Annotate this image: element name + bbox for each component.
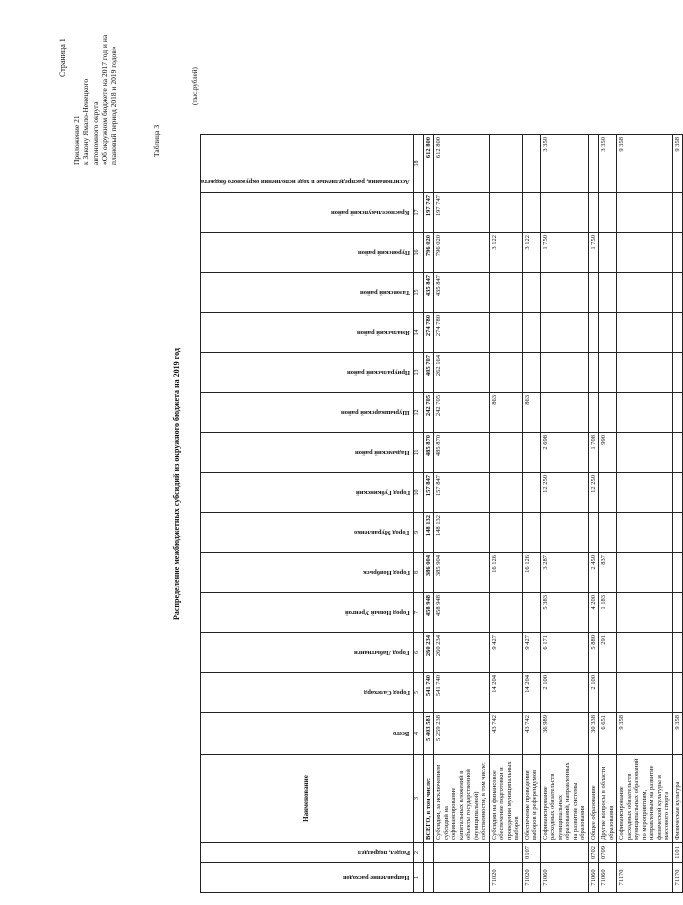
- amount-cell: 5 880: [588, 633, 599, 673]
- amount-cell: 14 204: [489, 673, 522, 713]
- column-number-row: [413, 135, 423, 893]
- appendix-line: плановый период 2018 и 2019 годов»: [109, 46, 119, 165]
- amount-cell: [599, 513, 617, 553]
- amount-cell: [599, 393, 617, 433]
- column-header-label: Шурышкарский район: [341, 409, 410, 417]
- column-header-label: Всего: [393, 730, 410, 738]
- amount-cell: 260 234: [434, 633, 490, 673]
- amount-cell: [489, 135, 522, 193]
- header-row: [201, 135, 414, 893]
- table-number: Таблица 3: [152, 124, 161, 157]
- item-name-cell: Субсидии на финансовое обеспечение подготовки и проведения муниципальных выборов: [489, 755, 522, 843]
- amount-cell: [599, 313, 617, 353]
- table-row: [489, 135, 522, 893]
- column-number: 14: [413, 313, 423, 353]
- amount-cell: [672, 513, 683, 553]
- amount-cell: 385 904: [434, 553, 490, 593]
- column-number: 1: [413, 863, 423, 893]
- amount-cell: [489, 273, 522, 313]
- amount-cell: [617, 593, 673, 633]
- section-code-cell: 0702: [588, 843, 599, 863]
- column-number: 17: [413, 193, 423, 233]
- unit-label: (тыс.рублей): [191, 67, 199, 105]
- amount-cell: 6 171: [540, 633, 588, 673]
- amount-cell: [540, 513, 588, 553]
- amount-cell: [522, 593, 540, 633]
- amount-cell: [489, 353, 522, 393]
- amount-cell: 796 020: [434, 233, 490, 273]
- amount-cell: 14 204: [522, 673, 540, 713]
- amount-cell: [522, 273, 540, 313]
- amount-cell: [522, 473, 540, 513]
- column-header-label: Город Новый Уренгой: [344, 609, 410, 617]
- amount-cell: 16 126: [522, 553, 540, 593]
- column-header-label: Раздел, подраздел: [357, 849, 410, 857]
- amount-cell: 3 350: [599, 135, 617, 193]
- table-row: [540, 135, 588, 893]
- subsidy-table: [200, 134, 683, 893]
- column-number: 13: [413, 353, 423, 393]
- amount-cell: [489, 433, 522, 473]
- column-header: [201, 393, 414, 433]
- amount-cell: [599, 193, 617, 233]
- column-header-label: Ассигнования, распределяемые в ходе исполнения окружного бюджета: [201, 178, 410, 186]
- amount-cell: [540, 353, 588, 393]
- column-number: 18: [413, 135, 423, 193]
- amount-cell: [672, 473, 683, 513]
- column-header: [201, 593, 414, 633]
- column-number: 8: [413, 553, 423, 593]
- amount-cell: 197 747: [423, 193, 434, 233]
- amount-cell: [599, 673, 617, 713]
- amount-cell: 3 350: [540, 135, 588, 193]
- amount-cell: [588, 393, 599, 433]
- amount-cell: [540, 393, 588, 433]
- amount-cell: 43 742: [522, 713, 540, 755]
- appendix-note: [72, 35, 118, 165]
- amount-cell: [522, 313, 540, 353]
- amount-cell: [617, 553, 673, 593]
- expense-code-cell: [423, 863, 434, 893]
- column-header: [201, 513, 414, 553]
- amount-cell: 837: [599, 553, 617, 593]
- column-number: 12: [413, 393, 423, 433]
- item-name-cell: Другие вопросы в области образования: [599, 755, 617, 843]
- amount-cell: 9 427: [522, 633, 540, 673]
- amount-cell: 2 450: [588, 553, 599, 593]
- column-header-label: Ямальский район: [356, 329, 410, 337]
- amount-cell: [489, 473, 522, 513]
- column-number: 2: [413, 843, 423, 863]
- amount-cell: [540, 273, 588, 313]
- item-name-cell: Физическая культура: [672, 755, 683, 843]
- column-header: [201, 313, 414, 353]
- column-header: [201, 433, 414, 473]
- amount-cell: [522, 433, 540, 473]
- amount-cell: 242 705: [423, 393, 434, 433]
- amount-cell: [617, 193, 673, 233]
- column-header: [201, 843, 414, 863]
- column-number: 4: [413, 713, 423, 755]
- amount-cell: 197 747: [434, 193, 490, 233]
- section-code-cell: [489, 843, 522, 863]
- column-header-label: Направление расходов: [343, 874, 410, 882]
- column-header: [201, 673, 414, 713]
- column-number: 10: [413, 473, 423, 513]
- column-header-label: Пуровский район: [357, 249, 410, 257]
- amount-cell: 2 100: [540, 673, 588, 713]
- expense-code-cell: 71020: [489, 863, 522, 893]
- table-row: [423, 135, 434, 893]
- expense-code-cell: 71060: [540, 863, 588, 893]
- appendix-line: «Об окружном бюджете на 2017 год и на: [99, 34, 109, 165]
- amount-cell: [617, 513, 673, 553]
- amount-cell: 435 847: [423, 273, 434, 313]
- amount-cell: 157 847: [434, 473, 490, 513]
- amount-cell: [617, 273, 673, 313]
- column-header-label: Красноселькупский район: [331, 209, 410, 217]
- column-header: [201, 353, 414, 393]
- amount-cell: [672, 593, 683, 633]
- amount-cell: 260 234: [423, 633, 434, 673]
- amount-cell: 5 403 581: [423, 713, 434, 755]
- expense-code-cell: 71170: [672, 863, 683, 893]
- expense-code-cell: [434, 863, 490, 893]
- page-label: Страница 1: [58, 38, 67, 77]
- amount-cell: [522, 353, 540, 393]
- amount-cell: [617, 673, 673, 713]
- column-header: [201, 473, 414, 513]
- amount-cell: [617, 233, 673, 273]
- amount-cell: 16 126: [489, 553, 522, 593]
- appendix-line: к Закону Ямало-Ненецкого: [81, 78, 91, 165]
- amount-cell: 863: [522, 393, 540, 433]
- amount-cell: 458 948: [423, 593, 434, 633]
- amount-cell: 274 780: [423, 313, 434, 353]
- amount-cell: 5 383: [540, 593, 588, 633]
- amount-cell: [588, 135, 599, 193]
- table-row: [522, 135, 540, 893]
- amount-cell: 3 287: [540, 553, 588, 593]
- amount-cell: 1 750: [588, 233, 599, 273]
- amount-cell: [599, 273, 617, 313]
- expense-code-cell: 71060: [599, 863, 617, 893]
- section-code-cell: [617, 843, 673, 863]
- column-header: [201, 233, 414, 273]
- amount-cell: 262 164: [434, 353, 490, 393]
- amount-cell: [617, 353, 673, 393]
- amount-cell: [489, 513, 522, 553]
- column-header-label: Город Ноябрьск: [362, 569, 410, 577]
- column-header-label: Надымский район: [355, 449, 410, 457]
- column-header: [201, 193, 414, 233]
- amount-cell: 990: [599, 433, 617, 473]
- section-code-cell: [434, 843, 490, 863]
- amount-cell: [599, 473, 617, 513]
- amount-cell: 30 338: [588, 713, 599, 755]
- amount-cell: 9 358: [617, 135, 673, 193]
- item-name-cell: Общее образование: [588, 755, 599, 843]
- column-number: 3: [413, 755, 423, 843]
- column-number: 16: [413, 233, 423, 273]
- column-header: [201, 553, 414, 593]
- appendix-line: Приложение 21: [72, 115, 81, 165]
- expense-code-cell: 71060: [588, 863, 599, 893]
- column-number: 7: [413, 593, 423, 633]
- column-number: 9: [413, 513, 423, 553]
- table-row: [588, 135, 599, 893]
- amount-cell: 1 708: [588, 433, 599, 473]
- amount-cell: 485 870: [423, 433, 434, 473]
- amount-cell: 3 122: [522, 233, 540, 273]
- column-header-label: Наименование: [302, 775, 311, 822]
- appendix-line: автономного округа: [90, 101, 100, 165]
- expense-code-cell: 71170: [617, 863, 673, 893]
- amount-cell: 274 780: [434, 313, 490, 353]
- table-row: [617, 135, 673, 893]
- section-code-cell: [423, 843, 434, 863]
- column-header: [201, 633, 414, 673]
- amount-cell: [522, 193, 540, 233]
- amount-cell: 36 989: [540, 713, 588, 755]
- item-name-cell: ВСЕГО, в том числе:: [423, 755, 434, 843]
- amount-cell: 12 250: [540, 473, 588, 513]
- amount-cell: [599, 233, 617, 273]
- amount-cell: 148 132: [423, 513, 434, 553]
- column-header: [201, 273, 414, 313]
- amount-cell: [489, 193, 522, 233]
- item-name-cell: Софинансирование расходных обязательств муниципальных образований, направленных на развитие системы образования: [540, 755, 588, 843]
- column-header: [201, 713, 414, 755]
- amount-cell: 405 707: [423, 353, 434, 393]
- amount-cell: [672, 273, 683, 313]
- amount-cell: 9 358: [617, 713, 673, 755]
- amount-cell: 2 698: [540, 433, 588, 473]
- document-title: Распределение межбюджетных субсидий из окружного бюджета на 2019 год: [172, 348, 181, 620]
- amount-cell: 9 358: [672, 713, 683, 755]
- amount-cell: 541 740: [434, 673, 490, 713]
- column-header-label: Город Губкинский: [355, 489, 410, 497]
- amount-cell: [540, 193, 588, 233]
- amount-cell: 4 200: [588, 593, 599, 633]
- amount-cell: [672, 233, 683, 273]
- amount-cell: 3 122: [489, 233, 522, 273]
- column-number: 11: [413, 433, 423, 473]
- column-header-label: Город Лабытнанги: [354, 649, 410, 657]
- amount-cell: 157 847: [423, 473, 434, 513]
- amount-cell: 612 800: [434, 135, 490, 193]
- amount-cell: 12 250: [588, 473, 599, 513]
- amount-cell: [588, 273, 599, 313]
- amount-cell: 291: [599, 633, 617, 673]
- column-header-label: Город Муравленко: [354, 529, 410, 537]
- amount-cell: [617, 313, 673, 353]
- column-header-label: Тазовский район: [359, 289, 410, 297]
- column-number: 15: [413, 273, 423, 313]
- amount-cell: 9 427: [489, 633, 522, 673]
- item-name-cell: Обеспечение проведения выборов и референдумов: [522, 755, 540, 843]
- table-row: [434, 135, 490, 893]
- amount-cell: [672, 553, 683, 593]
- expense-code-cell: 71020: [522, 863, 540, 893]
- item-name-cell: Субсидии, за исключением субсидий на софинансирование капитальных вложений в объекты государственной (муниципальной) собственности, в том числе:: [434, 755, 490, 843]
- amount-cell: [672, 193, 683, 233]
- amount-cell: [540, 313, 588, 353]
- amount-cell: 796 020: [423, 233, 434, 273]
- column-header: [201, 755, 414, 843]
- amount-cell: [672, 633, 683, 673]
- amount-cell: [617, 633, 673, 673]
- amount-cell: 148 132: [434, 513, 490, 553]
- amount-cell: [672, 433, 683, 473]
- amount-cell: [672, 393, 683, 433]
- amount-cell: 541 740: [423, 673, 434, 713]
- amount-cell: 485 870: [434, 433, 490, 473]
- amount-cell: [588, 353, 599, 393]
- amount-cell: [672, 313, 683, 353]
- amount-cell: [599, 353, 617, 393]
- amount-cell: [522, 135, 540, 193]
- amount-cell: 458 948: [434, 593, 490, 633]
- amount-cell: 5 259 238: [434, 713, 490, 755]
- section-code-cell: [540, 843, 588, 863]
- amount-cell: [617, 433, 673, 473]
- amount-cell: [617, 473, 673, 513]
- column-number: 6: [413, 633, 423, 673]
- amount-cell: [588, 513, 599, 553]
- table-row: [672, 135, 683, 893]
- amount-cell: [617, 393, 673, 433]
- column-header-label: Город Салехард: [363, 689, 410, 697]
- amount-cell: 1 183: [599, 593, 617, 633]
- amount-cell: [588, 193, 599, 233]
- table-row: [599, 135, 617, 893]
- amount-cell: 863: [489, 393, 522, 433]
- amount-cell: 386 004: [423, 553, 434, 593]
- section-code-cell: 1101: [672, 843, 683, 863]
- column-number: 5: [413, 673, 423, 713]
- amount-cell: 242 705: [434, 393, 490, 433]
- amount-cell: 2 100: [588, 673, 599, 713]
- column-header: [201, 135, 414, 193]
- amount-cell: [489, 313, 522, 353]
- column-header: [201, 863, 414, 893]
- amount-cell: 43 742: [489, 713, 522, 755]
- section-code-cell: 0709: [599, 843, 617, 863]
- amount-cell: [672, 673, 683, 713]
- amount-cell: [588, 313, 599, 353]
- section-code-cell: 0107: [522, 843, 540, 863]
- amount-cell: 6 651: [599, 713, 617, 755]
- amount-cell: 435 847: [434, 273, 490, 313]
- amount-cell: 1 750: [540, 233, 588, 273]
- amount-cell: [522, 513, 540, 553]
- item-name-cell: Софинансирование расходных обязательств муниципальных образований по мероприятиям, направленным на развитие физической культуры и массового спорта: [617, 755, 673, 843]
- amount-cell: 9 358: [672, 135, 683, 193]
- amount-cell: [672, 353, 683, 393]
- column-header-label: Приуральский район: [346, 369, 410, 377]
- amount-cell: [489, 593, 522, 633]
- amount-cell: 612 800: [423, 135, 434, 193]
